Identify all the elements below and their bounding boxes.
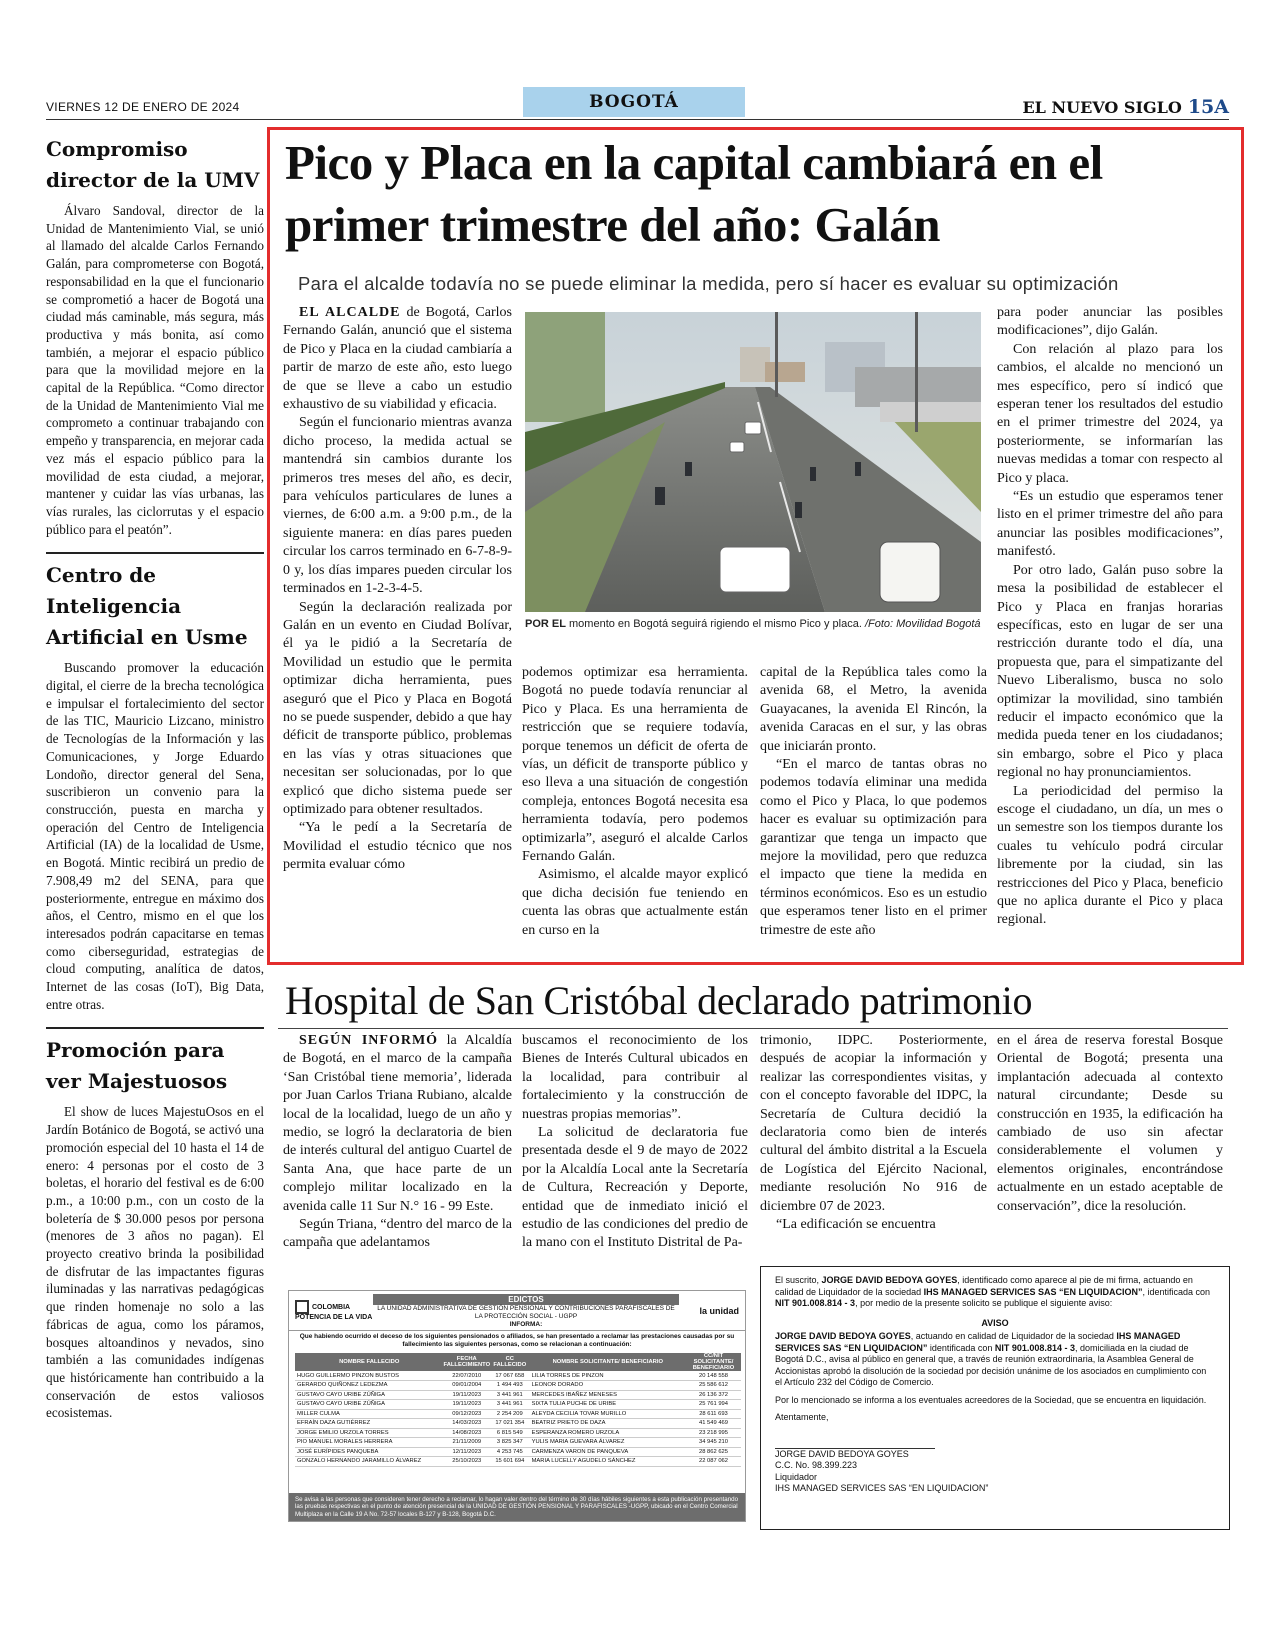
table-cell: 19/11/2023	[452, 1401, 482, 1408]
table-cell: 15 601 694	[495, 1458, 525, 1465]
paragraph: trimonio, IDPC. Posteriormente, después de acopiar la información y realizar las correspondientes visitas, y con el concepto favorable del IDPC, la Secretaría de Cultura decidió la declaratoria como bien de interés cultural del ámbito distrital a la Escuela de Logística del Ejército Nacional, mediante resolución No 916 de diciembre 07 de 2023.	[760, 1033, 987, 1214]
table-cell: CARMENZA VARON DE PANQUEVA	[531, 1448, 629, 1455]
column-header: NOMBRE SOLICITANTE/ BENEFICIARIO	[552, 1359, 663, 1365]
table-cell: 12/11/2023	[452, 1448, 482, 1455]
table-row	[295, 1457, 741, 1467]
aviso-heading: AVISO	[981, 1317, 1009, 1328]
table-cell: JOSÉ EURÍPIDES PANQUEBA	[297, 1448, 379, 1455]
table-cell: 21/11/2009	[452, 1439, 482, 1446]
table-cell: PIO MANUEL MORALES HERRERA	[297, 1439, 393, 1446]
paragraph: “La edificación se encuentra	[776, 1217, 936, 1233]
table-cell: 25/10/2023	[452, 1458, 482, 1465]
table-cell: 34 945 210	[698, 1439, 728, 1446]
table-row	[295, 1409, 741, 1419]
table-cell: 28 862 625	[698, 1448, 728, 1455]
second-col-4	[997, 1032, 1223, 1216]
aviso-notice	[760, 1266, 1230, 1530]
second-col-1	[283, 1032, 512, 1253]
table-cell: 25 761 994	[698, 1401, 728, 1408]
table-row	[295, 1447, 741, 1457]
table-cell: MARIA LUCELLY AGUDELO SÁNCHEZ	[531, 1458, 636, 1465]
table-row	[295, 1371, 741, 1381]
paragraph: Según el funcionario mientras avanza dicho proceso, la medida actual se mantendrá sin cambios durante los primeros tres meses del año, es decir, para vehículos particulares de lunes a viernes, de 6:00 a.m. a 9:00 p.m., de la siguiente manera: en días pares pueden circular los carros terminado en 6-7-8-9-0 y, los días impares pueden circular los terminados en 1-2-3-4-5.	[283, 415, 512, 597]
paragraph: Según Triana, “dentro del marco de la campaña que adelantamos	[283, 1217, 512, 1251]
table-cell: LILIA TORRES DE PINZON	[531, 1372, 604, 1379]
signature-name: JORGE DAVID BEDOYA GOYES	[775, 1448, 909, 1459]
brief-ai-center	[46, 560, 264, 1013]
aviso-intro: El suscrito, JORGE DAVID BEDOYA GOYES, identificado como aparece al pie de mi firma, actuando en calidad de Liquidador de la sociedad IHS MANAGED SERVICES SAS “EN LIQUIDACION”, identificada con NIT 901.008.814 - 3, por medio de la presente solicito se publique el siguiente aviso:	[775, 1275, 1211, 1308]
paragraph: “Es un estudio que esperamos tener listo en el primer trimestre del año para anunciar las posibles modificaciones”, manifestó.	[997, 489, 1223, 560]
table-row	[295, 1419, 741, 1429]
column-header: CC FALLECIDO	[493, 1356, 527, 1368]
table-cell: GUSTAVO CAYO URIBE ZÚÑIGA	[297, 1401, 385, 1408]
table-cell: EFRAÍN DAZA GUTIÉRREZ	[297, 1420, 371, 1427]
table-cell: 41 549 469	[698, 1420, 728, 1427]
table-cell: GUSTAVO CAYO URIBE ZÚÑIGA	[297, 1391, 385, 1398]
photo-credit: /Foto: Movilidad Bogotá	[864, 618, 981, 630]
main-headline: Pico y Placa en la capital cambiará en el primer trimestre del año: Galán	[285, 135, 1103, 252]
table-cell: ALEYDA CECILIA TOVAR MURILLO	[531, 1410, 627, 1417]
paragraph: SEGÚN INFORMÓ la Alcaldía de Bogotá, en el marco de la campaña ‘San Cristóbal tiene memoria’, liderada por Juan Carlos Triana Rubiano, alcalde local de la localidad, luego de un año y medio, se logró la declaratoria de bien de interés cultural del antiguo Cuartel de Santa Ana, que hace parte de un complejo militar localizado en la avenida calle 11 Sur N.° 16 - 99 Este.	[283, 1033, 512, 1214]
paragraph: La periodicidad del permiso la escoge el ciudadano, un día, un mes o un semestre son los tiempos durante los cuales tu vehículo podrá circular libremente por la ciudad, sin las restricciones del Pico y Placa, beneficio que no aplica durante el Pico y placa regional.	[997, 783, 1223, 928]
divider	[46, 1027, 264, 1029]
table-cell: 25 586 612	[698, 1382, 728, 1389]
table-cell: GONZALO HERNANDO JARAMILLO ÁLVAREZ	[297, 1458, 422, 1465]
edictos-heading: EDICTOS	[373, 1294, 679, 1305]
paragraph: Asimismo, el alcalde mayor explicó que dicha decisión fue teniendo en cuenta las obras que actualmente están en curso en la	[522, 867, 748, 938]
table-cell: HUGO GUILLERMO PINZON BUSTOS	[297, 1372, 399, 1379]
main-subheadline: Para el alcalde todavía no se puede eliminar la medida, pero sí hacer es evaluar su optimización	[298, 273, 1119, 294]
table-cell: 4 253 745	[496, 1448, 523, 1455]
table-cell: 22/07/2010	[452, 1372, 482, 1379]
signature-company: IHS MANAGED SERVICES SAS “EN LIQUIDACION”	[775, 1483, 989, 1493]
table-cell: 3 825 347	[496, 1439, 523, 1446]
brief-umv	[46, 134, 264, 538]
paragraph: EL ALCALDE de Bogotá, Carlos Fernando Galán, anunció que el sistema de Pico y Placa en la ciudad cambiaría a partir de marzo de este año, esto luego de que se lleve a cabo un estudio exhaustivo de su viabilidad y eficacia.	[283, 305, 512, 413]
edictos-intro: Que habiendo ocurrido el deceso de los siguientes pensionados o afiliados, se han presentado a reclamar las prestaciones causadas por su fallecimiento las siguientes personas, como se relacionan a continuación:	[299, 1333, 735, 1348]
newspaper-name: EL NUEVO SIGLO	[1022, 98, 1182, 117]
table-cell: 09/12/2023	[452, 1410, 482, 1417]
paragraph: buscamos el reconocimiento de los Bienes de Interés Cultural ubicados en la localidad, para contribuir al fortalecimiento y la construcción de nuestras propias memorias”.	[522, 1033, 748, 1122]
colombia-logo: COLOMBIA POTENCIA DE LA VIDA	[295, 1300, 373, 1322]
edictos-title-block	[373, 1294, 679, 1328]
table-cell: 1 494 493	[496, 1382, 523, 1389]
brief-majestuosos	[46, 1035, 264, 1422]
table-cell: 09/01/2004	[452, 1382, 482, 1389]
table-cell: 6 815 549	[496, 1429, 523, 1436]
brief-body: Álvaro Sandoval, director de la Unidad de Mantenimiento Vial, se unió al llamado del alcalde Carlos Fernando Galán, para comprometerse con Bogotá, responsabilidad en la que el funcionario se comprometió a hacer de Bogotá una ciudad más caminable, más segura, más productiva y más bonita, así como también, a mejorar el espacio público para que la movilidad mejore en la capital de la República. “Como director de la Unidad de Mantenimiento Vial me comprometo a continuar trabajando con empeño y transparencia, en mejorar cada vez más el espacio público para la movilidad de esta ciudad, a mejorar, mantener y cuidar las vías urbanas, las vías rurales, las ciclorrutas y el espacio público para el peatón”.	[46, 203, 264, 537]
paragraph: Por otro lado, Galán puso sobre la mesa la posibilidad de establecer el Pico y Placa en franjas horarias específicas, esto en lugar de ser una restricción durante todo el día, una propuesta que, para el simpatizante del Nuevo Liberalismo, busca no solo optimizar la movilidad, sino también reducir el impacto económico que la medida pueda tener en los ciudadanos; sin embargo, sobre el Pico y placa regional no hay pronunciamientos.	[997, 562, 1223, 781]
table-cell: 2 254 209	[496, 1410, 523, 1417]
divider	[46, 552, 264, 554]
aviso-body: JORGE DAVID BEDOYA GOYES, actuando en calidad de Liquidador de la sociedad IHS MANAGED SERVICES SAS “EN LIQUIDACION” identificada con NIT 901.008.814 - 3, domiciliada en la ciudad de Bogotá D.C., avisa al público en general que, a través de reunión extraordinaria, la Asamblea General de Accionistas aprobó la disolución de la sociedad por decisión unánime de los asociados en cumplimiento con el Artículo 232 del Código de Comercio.	[775, 1331, 1207, 1387]
table-cell: ESPERANZA ROMERO URZOLA	[531, 1429, 620, 1436]
table-header	[295, 1353, 741, 1371]
main-col-3	[760, 664, 987, 940]
table-cell: 17 021 354	[495, 1420, 525, 1427]
kicker: EL ALCALDE	[299, 305, 401, 320]
table-row	[295, 1400, 741, 1410]
paragraph: Con relación al plazo para los cambios, el alcalde no mencionó un mes específico, pero sí indicó que esperan tener los resultados del estudio en el primer trimestre del 2024, ya posteriormente, se informarían las nuevas medidas a tomar con respecto al Pico y placa.	[997, 341, 1223, 486]
table-cell: 23 218 995	[698, 1429, 728, 1436]
table-row	[295, 1428, 741, 1438]
table-cell: 14/08/2023	[452, 1429, 482, 1436]
signature-role: Liquidador	[775, 1471, 818, 1482]
second-col-3	[760, 1032, 987, 1234]
table-cell: 22 087 062	[698, 1458, 728, 1465]
table-cell: 3 441 961	[496, 1401, 523, 1408]
sidebar-briefs	[46, 130, 264, 1550]
brief-title: Promoción para ver Majestuosos	[46, 1038, 228, 1094]
edictos-footer: Se avisa a las personas que consideren tener derecho a reclamar, lo hagan valer dentro del término de 30 días hábiles siguientes a esta publicación presentando las pruebas respectivas en el punto de atención presencial de la UNIDAD DE GESTIÓN PENSIONAL Y PARAFISCALES -UGPP, ubicado en el Centro Comercial Multiplaza en la Calle 19 A No. 72-57 locales B-127 y B-128, Bogotá D.C.	[289, 1493, 745, 1522]
table-row	[295, 1390, 741, 1400]
column-header: NOMBRE FALLECIDO	[339, 1359, 400, 1365]
brief-title: Compromiso director de la UMV	[46, 137, 260, 192]
table-cell: 14/03/2023	[452, 1420, 482, 1427]
table-cell: 17 067 658	[495, 1372, 525, 1379]
table-cell: 3 441 961	[496, 1391, 523, 1398]
aviso-closing: Atentamente,	[775, 1412, 829, 1422]
paragraph: Según la declaración realizada por Galán en un evento en Ciudad Bolívar, él ya le pidió a la Secretaría de Movilidad un estudio que le permita optimizar dicha herramienta, pues aseguró que el Pico y Placa en Bogotá no se puede suspender, debido a que hay déficit de transporte público, problemas en las vías y otras situaciones que necesitan ser solucionadas, por lo que explicó que dicho sistema puede ser optimizado para obtener resultados.	[283, 599, 512, 817]
edictos-informa: INFORMA:	[509, 1320, 543, 1328]
table-cell: 19/11/2023	[452, 1391, 482, 1398]
section-label: BOGOTÁ	[523, 87, 745, 117]
brief-body: El show de luces MajestuOsos en el Jardín Botánico de Bogotá, se activó una promoción especial del 10 hasta el 14 de enero: 4 personas por el costo de 3 boletas, el horario del festival es de 6:00 p.m., a 10:00 p.m., con un costo de la boletería de $ 30.000 pesos por persona (menores de 3 años no pagan). El proyecto creativo brinda la posibilidad de disfrutar de las impactantes figuras iluminadas y las narrativas pedagógicas que rinden homenaje no solo a las fábricas de agua, como los páramos, bosques altoandinos y nevados, sino también a las comunidades indígenas que históricamente han contribuido a la conservación de estos valiosos ecosistemas.	[46, 1104, 264, 1421]
brief-body: Buscando promover la educación digital, el cierre de la brecha tecnológica e impulsar el fortalecimiento del sector de las TIC, Mauricio Lizcano, ministro de Tecnologías de la Información y las Comunicaciones, y Jorge Eduardo Londoño, director general del Sena, suscribieron un convenio para la construcción, puesta en marcha y operación del Centro de Inteligencia Artificial (IA) de la localidad de Usme, en Bogotá. Mintic recibirá un predio de 7.908,49 m2 del SENA, para que posteriormente, entregue en máximo dos años, el Centro, mismo en el que los interesados podrán capacitarse en temas como ciberseguridad, estrategias de cloud computing, analítica de datos, Internet de las cosas (IoT), Big Data, entre otras.	[46, 660, 264, 1012]
table-cell: LEONOR DORADO	[531, 1382, 584, 1389]
photo-caption: POR EL momento en Bogotá seguirá rigiendo el mismo Pico y placa. /Foto: Movilidad Bogotá	[525, 618, 981, 630]
issue-date: VIERNES 12 DE ENERO DE 2024	[46, 100, 240, 114]
paragraph: en el área de reserva forestal Bosque Oriental de Bogotá; presenta una implantación adecuada al contexto natural circundante; Desde su construcción en 1935, la edificación ha cambiado de uso sin afectar considerablemente el volumen y elementos originales, encontrándose actualmente en un estado aceptable de conservación”, dice la resolución.	[997, 1033, 1223, 1214]
column-header: CC/NIT SOLICITANTE/ BENEFICIARIO	[692, 1353, 735, 1371]
table-cell: MILLER CULMA	[297, 1410, 340, 1417]
masthead	[1022, 96, 1229, 118]
table-cell: 28 611 693	[699, 1410, 728, 1417]
paragraph: para poder anunciar las posibles modificaciones”, dijo Galán.	[997, 305, 1223, 339]
table-cell: 26 136 372	[698, 1391, 728, 1398]
main-col-2	[522, 664, 748, 940]
caption-lead: POR EL	[525, 618, 566, 630]
edictos-entity: LA UNIDAD ADMINISTRATIVA DE GESTIÓN PENSIONAL Y CONTRIBUCIONES PARAFISCALES DE LA PROTECCIÓN SOCIAL - UGPP	[377, 1304, 675, 1320]
table-cell: YULIS MARIA GUEVARA ÁLVAREZ	[531, 1439, 625, 1446]
table-cell: BEATRIZ PRIETO DE DAZA	[531, 1420, 606, 1427]
headline-rule	[278, 1028, 1228, 1029]
second-col-2	[522, 1032, 748, 1253]
table-cell: 20 148 558	[698, 1372, 728, 1379]
table-cell: MERCEDES IBAÑEZ MENESES	[531, 1391, 617, 1398]
main-col-4	[997, 304, 1223, 930]
paragraph: capital de la República tales como la avenida 68, el Metro, la avenida Guayacanes, la avenida El Rincón, la avenida Caracas en el sur, y las obras que iniciarán pronto.	[760, 665, 987, 754]
paragraph: La solicitud de declaratoria fue presentada desde el 9 de mayo de 2022 por la Alcaldía Local ante la Secretaría de Cultura, Recreación y Deporte, entidad que de inmediato inició el estudio de las condiciones del predio de la mano con el Instituto Distrital de Pa-	[522, 1125, 748, 1251]
edictos-table	[295, 1353, 741, 1467]
kicker: SEGÚN INFORMÓ	[299, 1033, 439, 1048]
paragraph: podemos optimizar esa herramienta. Bogotá no puede todavía renunciar al Pico y Placa. Es una herramienta de restricción que se requiere todavía, porque tenemos un déficit de oferta de vías, un déficit de transporte público y eso lleva a una situación de congestión compleja, entonces Bogotá necesita esa herramienta todavía, pero podemos optimizarla”, aseguró el alcalde Carlos Fernando Galán.	[522, 665, 748, 865]
edictos-header	[289, 1291, 745, 1331]
main-col-1	[283, 304, 512, 875]
street-photo	[525, 312, 981, 612]
paragraph: “Ya le pedí a la Secretaría de Movilidad el estudio técnico que nos permita evaluar cómo	[283, 820, 512, 873]
brief-title: Centro de Inteligencia Artificial en Usme	[46, 563, 248, 650]
signature-cc: C.C. No. 98.399.223	[775, 1460, 858, 1470]
table-row	[295, 1381, 741, 1391]
second-headline: Hospital de San Cristóbal declarado patrimonio	[285, 978, 1033, 1023]
table-cell: GERARDO QUIÑONEZ LEDEZMA	[297, 1382, 388, 1389]
column-header: FECHA FALLECIMIENTO	[443, 1356, 491, 1368]
paragraph: “En el marco de tantas obras no podemos todavía eliminar una medida como el Pico y Placa, lo que podemos hacer es evaluar su optimización para garantizar que tenga un impacto que mejore la movilidad, pero que reduzca el impacto que tiene la medida en términos económicos. Eso es un estudio que esperamos tener listo en el primer trimestre de este año	[760, 757, 987, 938]
table-cell: SIXTA TULIA PUCHE DE URIBE	[531, 1401, 617, 1408]
ugpp-logo: la unidad	[699, 1305, 739, 1316]
table-row	[295, 1438, 741, 1448]
aviso-p2: Por lo mencionado se informa a los eventuales acreedores de la Sociedad, que se encuentra en liquidación.	[775, 1394, 1207, 1405]
avenue-photo-illustration	[525, 312, 981, 612]
table-cell: JORGE EMILIO URZOLA TORRES	[297, 1429, 389, 1436]
page-number: 15A	[1187, 96, 1229, 118]
edictos-notice	[288, 1290, 746, 1522]
header-rule	[46, 119, 1229, 120]
